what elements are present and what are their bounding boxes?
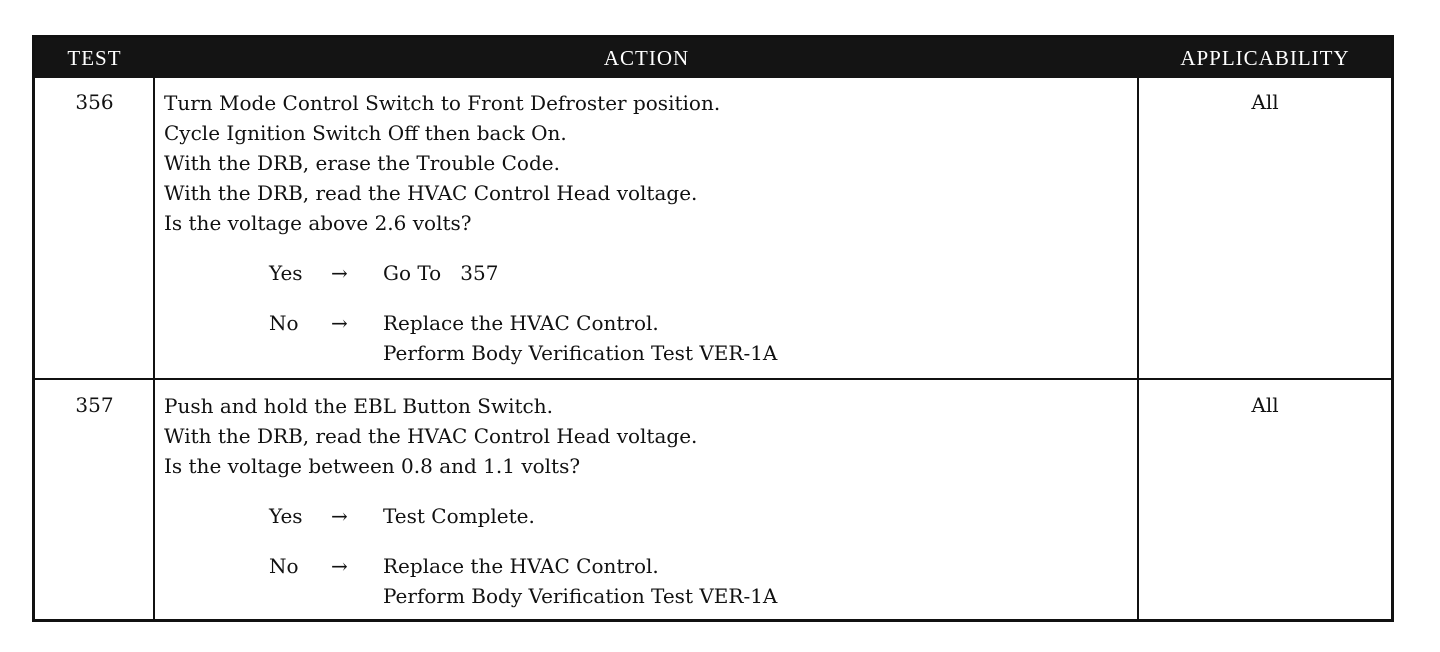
arrow-icon: →: [331, 261, 348, 285]
action-line: With the DRB, erase the Trouble Code.: [164, 151, 560, 175]
test-number: 357: [75, 393, 114, 417]
yes-result: Test Complete.: [383, 504, 535, 528]
table-header: [35, 38, 1391, 78]
action-line: With the DRB, read the HVAC Control Head voltage.: [164, 424, 698, 448]
applicability-value: All: [1251, 393, 1279, 417]
column-divider: [1137, 78, 1139, 619]
arrow-icon: →: [331, 311, 348, 335]
action-line: Push and hold the EBL Button Switch.: [164, 394, 553, 418]
header-test: TEST: [67, 46, 122, 70]
action-line: Is the voltage above 2.6 volts?: [164, 211, 472, 235]
applicability-value: All: [1251, 90, 1279, 114]
no-result: Perform Body Verification Test VER-1A: [383, 341, 778, 365]
action-line: Cycle Ignition Switch Off then back On.: [164, 121, 567, 145]
no-result: Perform Body Verification Test VER-1A: [383, 584, 778, 608]
test-number: 356: [75, 90, 114, 114]
no-result: Replace the HVAC Control.: [383, 311, 659, 335]
header-applicability: APPLICABILITY: [1180, 46, 1350, 70]
yes-result: Go To 357: [383, 261, 499, 285]
no-label: No: [269, 311, 299, 335]
arrow-icon: →: [331, 554, 348, 578]
no-result: Replace the HVAC Control.: [383, 554, 659, 578]
action-line: Is the voltage between 0.8 and 1.1 volts?: [164, 454, 581, 478]
action-line: With the DRB, read the HVAC Control Head voltage.: [164, 181, 698, 205]
header-action: ACTION: [603, 46, 690, 70]
row-divider: [35, 378, 1391, 380]
yes-label: Yes: [269, 504, 303, 528]
yes-label: Yes: [269, 261, 303, 285]
action-line: Turn Mode Control Switch to Front Defroster position.: [164, 91, 721, 115]
diagnostic-table: [32, 35, 1394, 622]
column-divider: [153, 78, 155, 619]
arrow-icon: →: [331, 504, 348, 528]
no-label: No: [269, 554, 299, 578]
